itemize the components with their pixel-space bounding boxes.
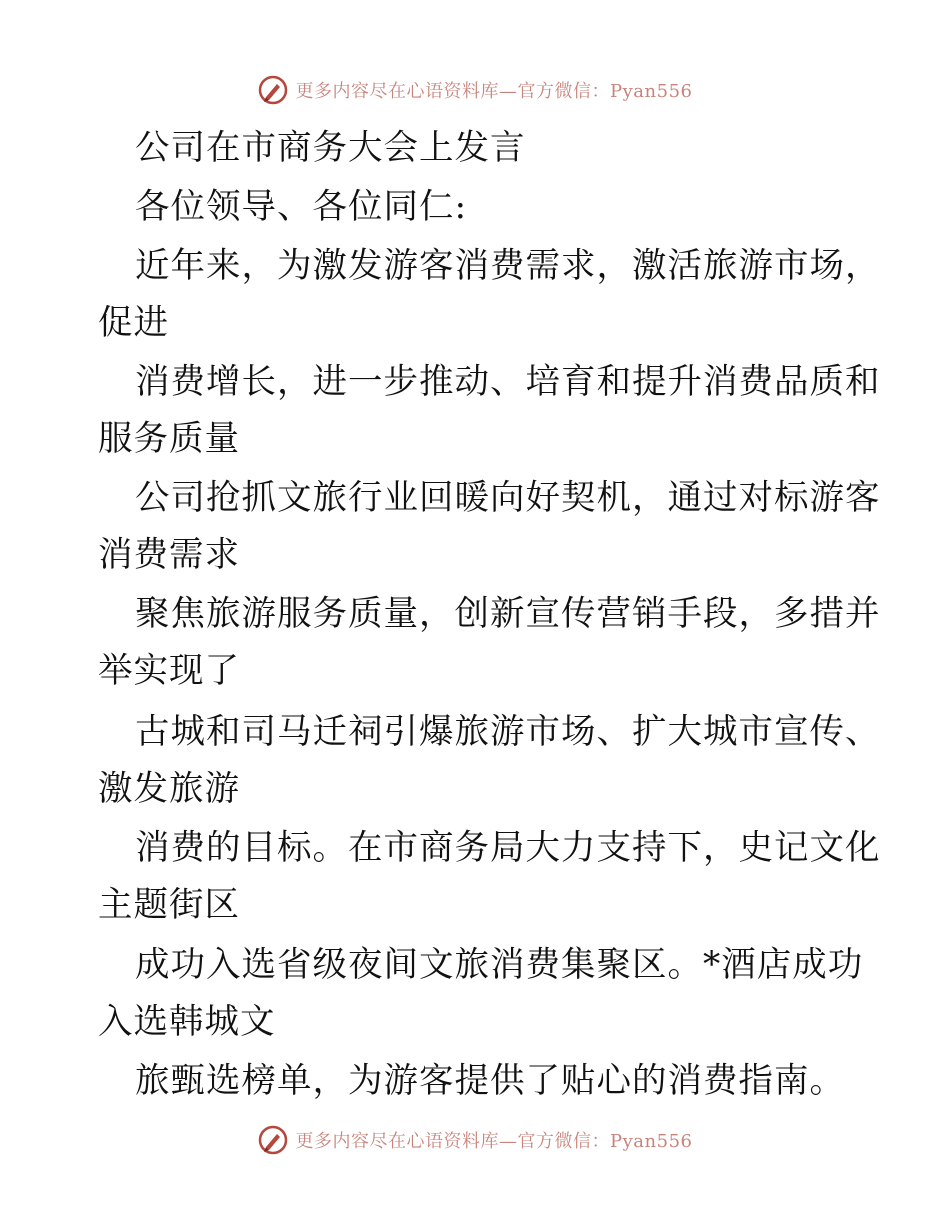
paragraph-line: 旅甄选榜单，为游客提供了贴心的消费指南。: [135, 1061, 845, 1101]
header-banner: [0, 70, 950, 110]
paragraph-line: 举实现了: [98, 651, 240, 691]
document-title: 公司在市商务大会上发言: [135, 128, 526, 168]
paragraph-line: 近年来，为激发游客消费需求，激活旅游市场，: [135, 246, 881, 286]
paragraph-line: 激发旅游: [98, 769, 240, 809]
paragraph-line: 消费的目标。在市商务局大力支持下，史记文化: [135, 828, 881, 868]
paragraph-line: 成功入选省级夜间文旅消费集聚区。*酒店成功: [135, 945, 864, 985]
paragraph-line: 服务质量: [98, 419, 240, 459]
pen-logo-icon: [258, 1125, 288, 1155]
paragraph-line: 公司抢抓文旅行业回暖向好契机，通过对标游客: [135, 478, 881, 518]
paragraph-line: 消费增长，进一步推动、培育和提升消费品质和: [135, 362, 881, 402]
salutation: 各位领导、各位同仁:: [135, 187, 468, 227]
paragraph-line: 聚焦旅游服务质量，创新宣传营销手段，多措并: [135, 594, 881, 634]
paragraph-line: 主题街区: [98, 885, 240, 925]
footer-banner: [0, 1120, 950, 1160]
paragraph-line: 入选韩城文: [98, 1002, 276, 1042]
paragraph-line: 促进: [98, 303, 169, 343]
banner-text: 更多内容尽在心语资料库—官方微信：Pyan556: [295, 1131, 693, 1152]
paragraph-line: 古城和司马迁祠引爆旅游市场、扩大城市宣传、: [135, 712, 881, 752]
banner-text: 更多内容尽在心语资料库—官方微信：Pyan556: [295, 81, 693, 102]
pen-logo-icon: [258, 75, 288, 105]
paragraph-line: 消费需求: [98, 535, 240, 575]
